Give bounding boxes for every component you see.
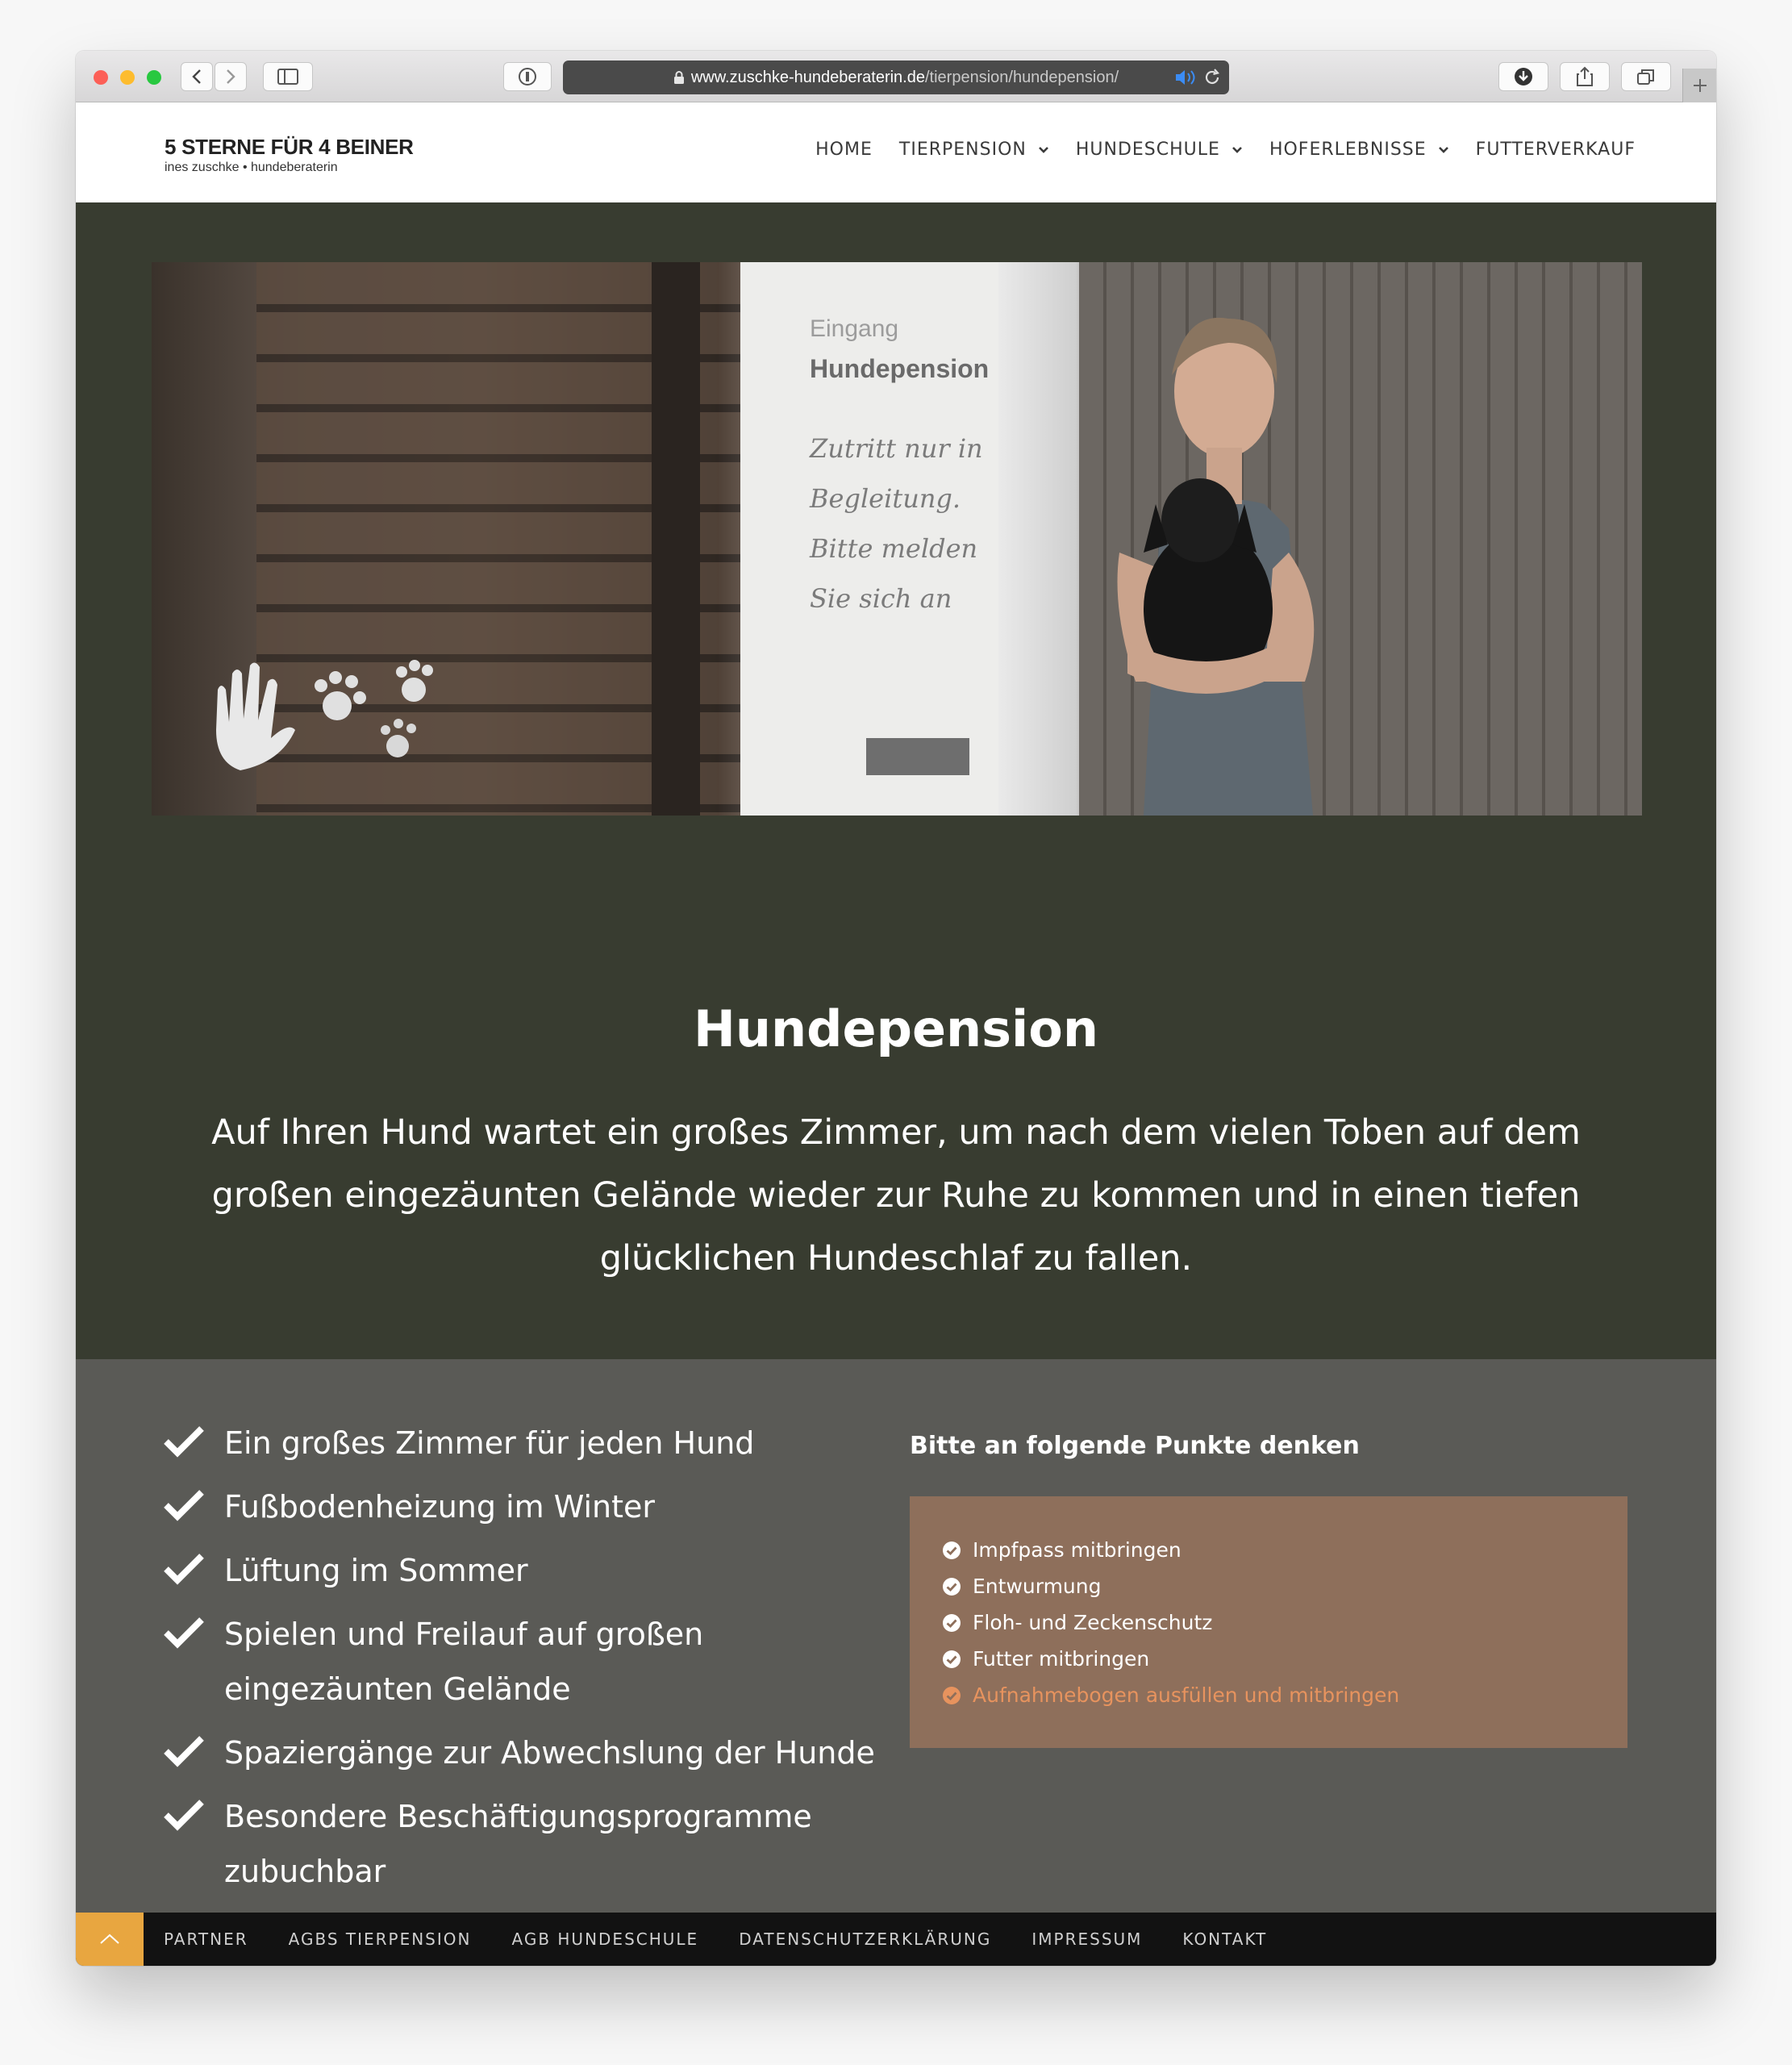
main-navigation (815, 140, 1636, 160)
checkmark-icon (163, 1425, 205, 1458)
page-title: Hundepension (693, 999, 1099, 1058)
aufnahmebogen-link[interactable] (942, 1677, 1595, 1713)
reminder-box (910, 1496, 1627, 1748)
site-logo-title[interactable]: 5 STERNE FÜR 4 BEINER (165, 135, 414, 159)
chevron-down-icon (1231, 146, 1243, 154)
feature-label: Spaziergänge zur Abwechslung der Hunde (224, 1735, 875, 1771)
new-tab-button[interactable] (1682, 69, 1716, 102)
footer-link-partner[interactable]: PARTNER (164, 1929, 248, 1949)
feature-list (163, 1416, 889, 1908)
reminder-item (942, 1604, 1595, 1641)
tabs-icon (1636, 68, 1656, 86)
footer-link-datenschutz[interactable]: DATENSCHUTZERKLÄRUNG (739, 1929, 992, 1949)
site-logo-subtitle: ines zuschke • hundeberaterin (165, 161, 338, 174)
hero-intro-text: Auf Ihren Hund wartet ein großes Zimmer, um nach dem vielen Toben auf dem großen eingezäunten Gelände wieder zur Ruhe zu kommen und in einen tiefen glücklichen Hundeschlaf zu fallen. (211, 1112, 1581, 1279)
reminder-label: Impfpass mitbringen (973, 1538, 1181, 1562)
scroll-to-top-button[interactable] (76, 1913, 144, 1966)
feature-item (163, 1479, 889, 1534)
feature-label: Spielen und Freilauf auf großen eingezäunten Gelände (224, 1617, 704, 1707)
tabs-overview-button[interactable] (1621, 62, 1671, 91)
share-button[interactable] (1560, 62, 1610, 91)
nav-item-label: HOFERLEBNISSE (1269, 140, 1427, 160)
downloads-button[interactable] (1498, 62, 1548, 91)
reminder-title: Bitte an folgende Punkte denken (910, 1432, 1360, 1460)
sidebar-toggle-button[interactable] (263, 62, 313, 91)
check-circle-icon (942, 1686, 961, 1705)
browser-toolbar (76, 51, 1716, 102)
hero-section (76, 202, 1716, 1359)
photo-sign-line2: Hundepension (810, 354, 990, 383)
sidebar-icon (277, 69, 298, 85)
chevron-down-icon (1038, 146, 1049, 154)
check-circle-icon (942, 1613, 961, 1633)
feature-item (163, 1725, 889, 1780)
footer-link-kontakt[interactable]: KONTAKT (1182, 1929, 1268, 1949)
forward-button[interactable] (215, 62, 247, 91)
footer-link-agbs-tierpension[interactable]: AGBS TIERPENSION (288, 1929, 472, 1949)
photo-sign-script: Zutritt nur in Begleitung. Bitte melden Sie sich an (810, 433, 983, 614)
reminder-label: Entwurmung (973, 1575, 1102, 1598)
nav-item-tierpension[interactable] (899, 140, 1049, 160)
reminder-item (942, 1532, 1595, 1568)
reminder-link-label: Aufnahmebogen ausfüllen und mitbringen (973, 1683, 1400, 1707)
check-circle-icon (942, 1577, 961, 1596)
chevron-right-icon (225, 69, 236, 85)
person-with-puppy-illustration (1023, 262, 1394, 816)
browser-window (76, 51, 1716, 1966)
photo-sign-line1: Eingang (810, 315, 899, 342)
feature-label: Fußbodenheizung im Winter (224, 1489, 656, 1525)
close-window-button[interactable] (94, 70, 108, 85)
lock-icon (673, 70, 685, 85)
speaker-icon[interactable] (1174, 69, 1197, 91)
checkmark-icon (163, 1735, 205, 1767)
key-circle-icon (518, 67, 537, 86)
photo-plate (866, 738, 969, 775)
nav-item-label: HOME (815, 140, 873, 160)
footer-link-impressum[interactable]: IMPRESSUM (1031, 1929, 1143, 1949)
checkmark-icon (163, 1617, 205, 1649)
reload-icon[interactable] (1203, 69, 1221, 91)
footer-link-agb-hundeschule[interactable]: AGB HUNDESCHULE (511, 1929, 699, 1949)
checkmark-icon (163, 1553, 205, 1585)
back-button[interactable] (181, 62, 213, 91)
reminder-label: Futter mitbringen (973, 1647, 1150, 1671)
hero-photo (152, 262, 1642, 816)
chevron-down-icon (1438, 146, 1449, 154)
share-icon (1576, 66, 1594, 87)
feature-label: Ein großes Zimmer für jeden Hund (224, 1425, 755, 1461)
site-header (76, 102, 1716, 202)
footer-links (164, 1913, 1267, 1966)
plus-icon (1692, 77, 1708, 94)
feature-item (163, 1543, 889, 1598)
url-host: www.zuschke-hundeberaterin.de (690, 68, 925, 86)
feature-label: Lüftung im Sommer (224, 1553, 528, 1588)
nav-item-hundeschule[interactable] (1076, 140, 1243, 160)
checkmark-icon (163, 1489, 205, 1521)
zoom-window-button[interactable] (147, 70, 161, 85)
nav-item-futterverkauf[interactable] (1476, 140, 1636, 160)
chevron-left-icon (191, 69, 202, 85)
checkmark-icon (163, 1799, 205, 1831)
nav-item-home[interactable] (815, 140, 873, 160)
minimize-window-button[interactable] (120, 70, 135, 85)
check-circle-icon (942, 1650, 961, 1669)
handprint-pawprints-icon (200, 641, 474, 778)
features-section (76, 1359, 1716, 1913)
nav-item-label: HUNDESCHULE (1075, 140, 1220, 160)
url-path: /tierpension/hundepension/ (924, 68, 1119, 86)
address-bar[interactable] (563, 60, 1229, 94)
reminder-item (942, 1641, 1595, 1677)
nav-item-hoferlebnisse[interactable] (1269, 140, 1449, 160)
download-icon (1514, 67, 1533, 86)
reminder-label: Floh- und Zeckenschutz (973, 1611, 1213, 1634)
feature-item (163, 1416, 889, 1471)
chevron-up-icon (98, 1933, 121, 1946)
site-footer (76, 1913, 1716, 1966)
check-circle-icon (942, 1541, 961, 1560)
feature-item (163, 1789, 889, 1899)
feature-label: Besondere Beschäftigungsprogramme zubuchbar (224, 1799, 812, 1889)
reminder-item (942, 1568, 1595, 1604)
photo-door-post (652, 262, 700, 816)
password-button[interactable] (503, 62, 552, 91)
nav-item-label: FUTTERVERKAUF (1475, 140, 1636, 160)
feature-item (163, 1607, 889, 1717)
nav-item-label: TIERPENSION (898, 140, 1027, 160)
